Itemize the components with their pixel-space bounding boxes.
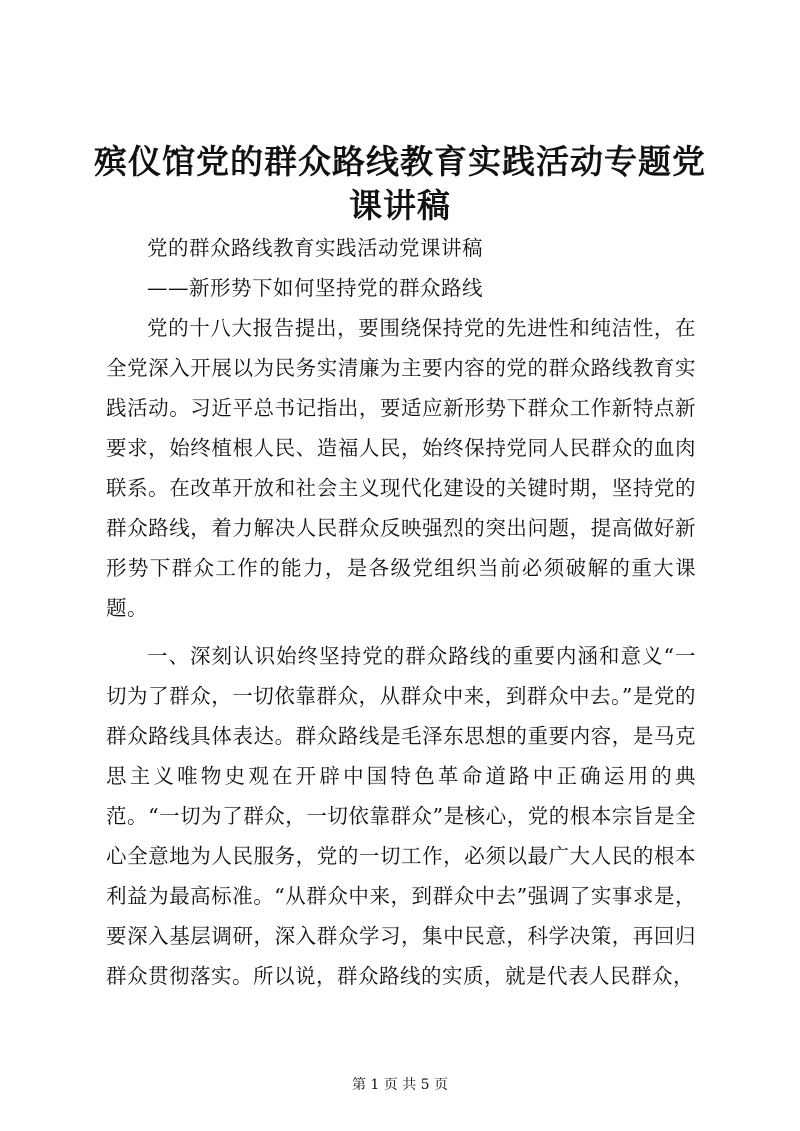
document-body (106, 228, 696, 996)
body-paragraph: 党的十八大报告提出，要围绕保持党的先进性和纯洁性，在全党深入开展以为民务实清廉为主要内容的党的群众路线教育实践活动。习近平总书记指出，要适应新形势下群众工作新特点新要求，始终植根人民、造福人民，始终保持党同人民群众的血肉联系。在改革开放和社会主义现代化建设的关键时期，坚持党的群众路线，着力解决人民群众反映强烈的突出问题，提高做好新形势下群众工作的能力，是各级党组织当前必须破解的重大课题。 (106, 316, 696, 620)
subtitle-dash-paragraph: ——新形势下如何坚持党的群众路线 (147, 276, 483, 300)
section-paragraph: 一、深刻认识始终坚持党的群众路线的重要内涵和意义“一切为了群众，一切依靠群众，从群众中来，到群众中去。”是党的群众路线具体表达。群众路线是毛泽东思想的重要内容，是马克思主义唯物史观在开辟中国特色革命道路中正确运用的典范。“一切为了群众，一切依靠群众”是核心，党的根本宗旨是全心全意地为人民服务，党的一切工作，必须以最广大人民的根本利益为最高标准。“从群众中来，到群众中去”强调了实事求是，要深入基层调研，深入群众学习，集中民意，科学决策，再回归群众贯彻落实。所以说，群众路线的实质，就是代表人民群众， (106, 644, 696, 988)
document-title: 殡仪馆党的群众路线教育实践活动专题党课讲稿 (94, 142, 706, 225)
page-footer: 第 1 页 共 5 页 (351, 1077, 449, 1093)
subtitle-paragraph: 党的群众路线教育实践活动党课讲稿 (147, 236, 483, 260)
